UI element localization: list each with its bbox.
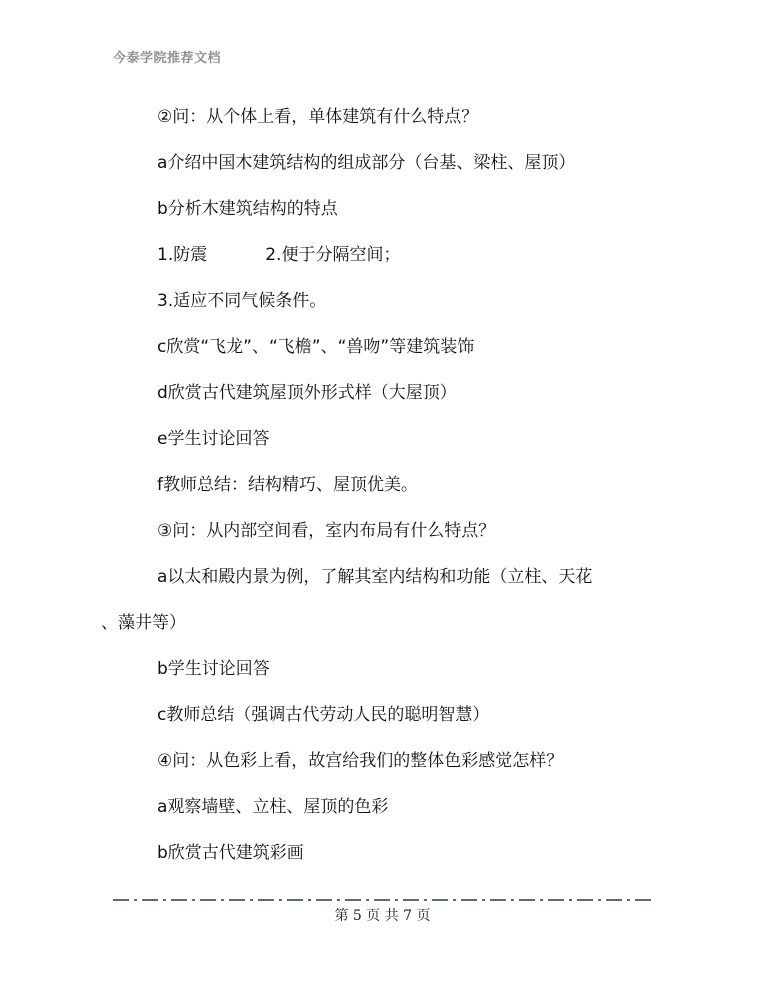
footer-divider [113,899,653,901]
document-header: 今泰学院推荐文档 [113,51,222,66]
item-c-summary: c教师总结（强调古代劳动人民的聪明智慧） [157,705,490,725]
page-number: 第 5 页 共 7 页 [334,908,431,924]
item-b-features: b分析木建筑结构的特点 [157,199,338,219]
item-f-summary: f教师总结：结构精巧、屋顶优美。 [157,475,418,495]
item-e-discussion: e学生讨论回答 [157,429,270,449]
feature-3: 3.适应不同气候条件。 [157,291,327,311]
question-3: ③问：从内部空间看，室内布局有什么特点？ [157,521,496,541]
question-4: ④问：从色彩上看，故宫给我们的整体色彩感觉怎样？ [157,751,564,771]
feature-list-1-2 [113,232,658,278]
item-a-components: a介绍中国木建筑结构的组成部分（台基、梁柱、屋顶） [157,153,576,173]
feature-2: 2.便于分隔空间； [265,245,401,265]
question-2: ②问：从个体上看，单体建筑有什么特点？ [157,107,479,127]
item-b-discussion: b学生讨论回答 [157,659,270,679]
item-d-roof: d欣赏古代建筑屋顶外形式样（大屋顶） [157,383,457,403]
document-body [101,94,658,876]
item-c-decoration: c欣赏“飞龙”、“飞檐”、“兽吻”等建筑装饰 [157,337,475,357]
item-a-taihe-hall-line1: a以太和殿内景为例，了解其室内结构和功能（立柱、天花 [157,567,593,587]
item-a-taihe-hall-line2: 、藻井等） [101,613,186,633]
item-a-taihe-hall [101,554,658,646]
item-a-colors: a观察墙壁、立柱、屋顶的色彩 [157,797,389,817]
feature-1: 1.防震 [157,245,208,265]
item-b-paintings: b欣赏古代建筑彩画 [157,843,304,863]
